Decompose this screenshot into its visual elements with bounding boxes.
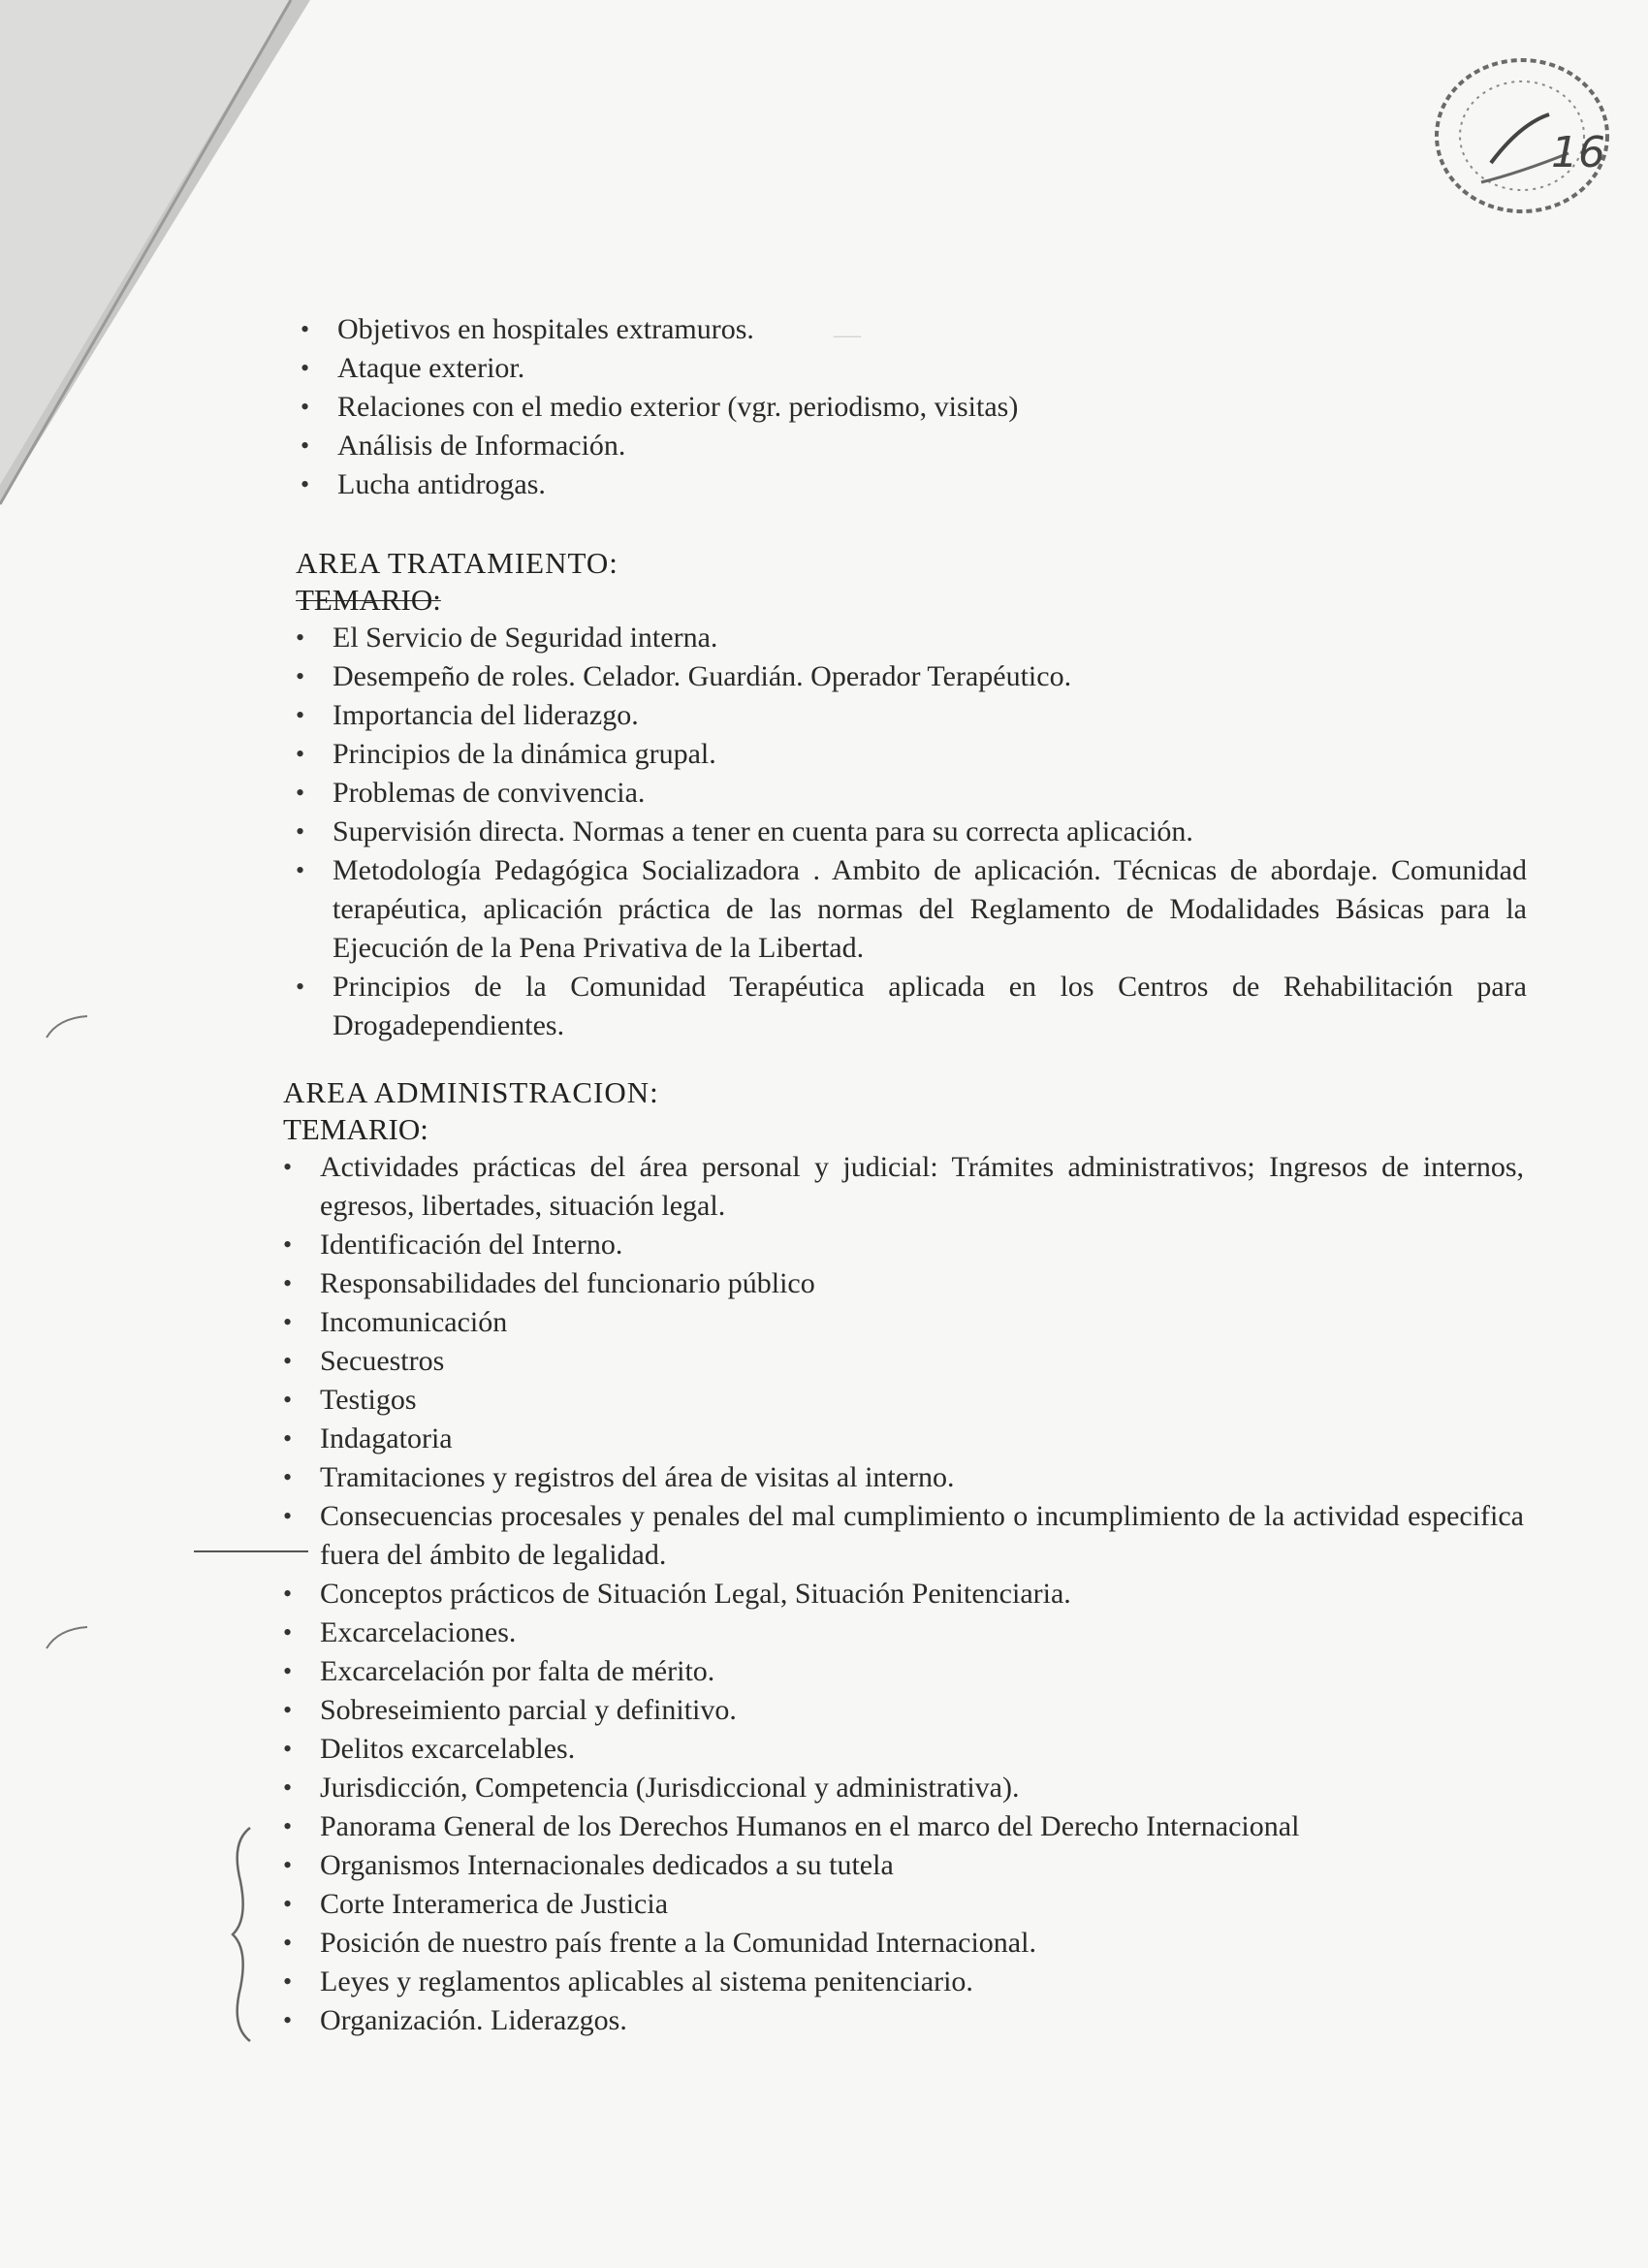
list-item-text: Testigos (320, 1384, 417, 1416)
list-item (283, 2001, 1524, 2040)
handwritten-bracket (221, 1823, 260, 2046)
list-item-text: Corte Interamerica de Justicia (320, 1888, 669, 1920)
list-item-text: Sobreseimiento parcial y definitivo. (320, 1694, 737, 1726)
bullet-icon: • (283, 1230, 293, 1259)
list-item (283, 1342, 1524, 1381)
bullet-icon: • (296, 740, 305, 768)
list-item-text: Excarcelaciones. (320, 1616, 517, 1648)
bullet-icon: • (283, 1463, 293, 1491)
list-item (283, 1497, 1524, 1575)
area-tratamiento-subheading: TEMARIO: (296, 583, 441, 617)
bullet-icon: • (283, 1347, 293, 1375)
list-item (296, 735, 1527, 774)
list-item-text: El Servicio de Seguridad interna. (333, 622, 718, 654)
bullet-icon: • (283, 1386, 293, 1414)
list-item (283, 1226, 1524, 1264)
list-item-text: Supervisión directa. Normas a tener en cuenta para su correcta aplicación. (333, 815, 1193, 847)
list-item (283, 1575, 1524, 1613)
bullet-icon: • (283, 1812, 293, 1840)
list-item (283, 1264, 1524, 1303)
bullet-icon: • (283, 1657, 293, 1685)
bullet-icon: • (283, 1580, 293, 1608)
top-list-section (301, 310, 1154, 504)
list-item (283, 1652, 1524, 1691)
list-item-text: Organismos Internacionales dedicados a su tutela (320, 1849, 894, 1881)
list-item-text: Problemas de convivencia. (333, 777, 646, 809)
list-item-text: Consecuencias procesales y penales del mal cumplimiento o incumplimiento de la actividad especifica fuera del ámbito de legalidad. (320, 1500, 1524, 1571)
bullet-icon: • (301, 354, 310, 382)
list-item (301, 427, 1154, 465)
list-item (283, 1769, 1524, 1807)
bullet-icon: • (283, 1773, 293, 1802)
list-item (296, 619, 1527, 657)
bullet-icon: • (283, 1153, 293, 1181)
list-item (296, 813, 1527, 851)
list-item-text: Responsabilidades del funcionario público (320, 1267, 815, 1299)
bullet-icon: • (296, 623, 305, 652)
area-administracion-section (283, 1074, 1524, 2040)
list-item-text: Lucha antidrogas. (337, 468, 546, 500)
list-item (283, 1885, 1524, 1924)
top-list (301, 310, 1154, 504)
list-item-text: Principios de la dinámica grupal. (333, 738, 716, 770)
bullet-icon: • (283, 2006, 293, 2034)
folded-corner (0, 0, 310, 543)
list-item-text: Objetivos en hospitales extramuros. (337, 313, 754, 345)
bullet-icon: • (283, 1308, 293, 1336)
list-item-text: Jurisdicción, Competencia (Jurisdiccional y administrativa). (320, 1772, 1020, 1804)
list-item (283, 1420, 1524, 1458)
bullet-icon: • (296, 779, 305, 807)
bullet-icon: • (283, 1851, 293, 1879)
bullet-icon: • (296, 856, 305, 884)
list-item (296, 657, 1527, 696)
list-item-text: Excarcelación por falta de mérito. (320, 1655, 715, 1687)
list-item-text: Organización. Liderazgos. (320, 2004, 627, 2036)
list-item (283, 1730, 1524, 1769)
list-item-text: Desempeño de roles. Celador. Guardián. Operador Terapéutico. (333, 660, 1072, 692)
list-item-text: Leyes y reglamentos aplicables al sistema penitenciario. (320, 1965, 973, 1997)
list-item-text: Identificación del Interno. (320, 1229, 623, 1261)
list-item (296, 968, 1527, 1045)
list-item-text: Indagatoria (320, 1422, 453, 1454)
list-item-text: Incomunicación (320, 1306, 508, 1338)
margin-line (194, 1547, 310, 1556)
bullet-icon: • (283, 1929, 293, 1957)
list-item-text: Conceptos prácticos de Situación Legal, Situación Penitenciaria. (320, 1578, 1071, 1610)
list-item-text: Tramitaciones y registros del área de visitas al interno. (320, 1461, 955, 1493)
list-item (296, 774, 1527, 813)
list-item (296, 696, 1527, 735)
margin-mark (39, 1008, 97, 1047)
list-item-text: Análisis de Información. (337, 430, 626, 462)
list-item-text: Posición de nuestro país frente a la Comunidad Internacional. (320, 1927, 1036, 1959)
bullet-icon: • (301, 393, 310, 421)
bullet-icon: • (283, 1696, 293, 1724)
list-item-text: Secuestros (320, 1345, 445, 1377)
list-item (296, 851, 1527, 968)
area-administracion-subheading: TEMARIO: (283, 1112, 428, 1146)
area-tratamiento-list (296, 619, 1527, 1045)
bullet-icon: • (301, 470, 310, 498)
bullet-icon: • (283, 1967, 293, 1996)
showthrough-text: — (834, 320, 861, 350)
area-tratamiento-section (296, 545, 1527, 1045)
stamp-folio-number: 16 (1551, 128, 1605, 177)
bullet-icon: • (283, 1890, 293, 1918)
list-item (283, 1303, 1524, 1342)
bullet-icon: • (296, 662, 305, 690)
list-item (283, 1458, 1524, 1497)
list-item (283, 1691, 1524, 1730)
list-item-text: Delitos excarcelables. (320, 1733, 576, 1765)
list-item-text: Actividades prácticas del área personal y judicial: Trámites administrativos; Ingresos de internos, egresos, libertades, situación legal. (320, 1151, 1524, 1222)
bullet-icon: • (301, 431, 310, 460)
list-item (283, 1924, 1524, 1963)
list-item-text: Metodología Pedagógica Socializadora . Ambito de aplicación. Técnicas de abordaje. Comunidad terapéutica, aplicación práctica de las normas del Reglamento de Modalidades Básicas para la Ejecución de la Pena Privativa de la Libertad. (333, 854, 1527, 964)
area-administracion-heading: AREA ADMINISTRACION: (283, 1075, 659, 1109)
list-item (283, 1613, 1524, 1652)
list-item-text: Principios de la Comunidad Terapéutica aplicada en los Centros de Rehabilitación para Drogadependientes. (333, 971, 1527, 1041)
margin-mark (39, 1619, 97, 1658)
bullet-icon: • (283, 1424, 293, 1453)
list-item (283, 1807, 1524, 1846)
area-administracion-list (283, 1148, 1524, 2040)
list-item (283, 1148, 1524, 1226)
bullet-icon: • (283, 1502, 293, 1530)
bullet-icon: • (296, 973, 305, 1001)
list-item (301, 349, 1154, 388)
list-item (301, 465, 1154, 504)
list-item-text: Ataque exterior. (337, 352, 525, 384)
list-item-text: Relaciones con el medio exterior (vgr. periodismo, visitas) (337, 391, 1019, 423)
bullet-icon: • (283, 1735, 293, 1763)
list-item (283, 1846, 1524, 1885)
bullet-icon: • (301, 315, 310, 343)
list-item-text: Importancia del liderazgo. (333, 699, 639, 731)
list-item (283, 1963, 1524, 2001)
area-tratamiento-heading: AREA TRATAMIENTO: (296, 546, 618, 580)
list-item (301, 310, 1154, 349)
list-item (283, 1381, 1524, 1420)
bullet-icon: • (283, 1269, 293, 1297)
bullet-icon: • (283, 1618, 293, 1646)
list-item (301, 388, 1154, 427)
list-item-text: Panorama General de los Derechos Humanos en el marco del Derecho Internacional (320, 1810, 1300, 1842)
bullet-icon: • (296, 817, 305, 846)
bullet-icon: • (296, 701, 305, 729)
